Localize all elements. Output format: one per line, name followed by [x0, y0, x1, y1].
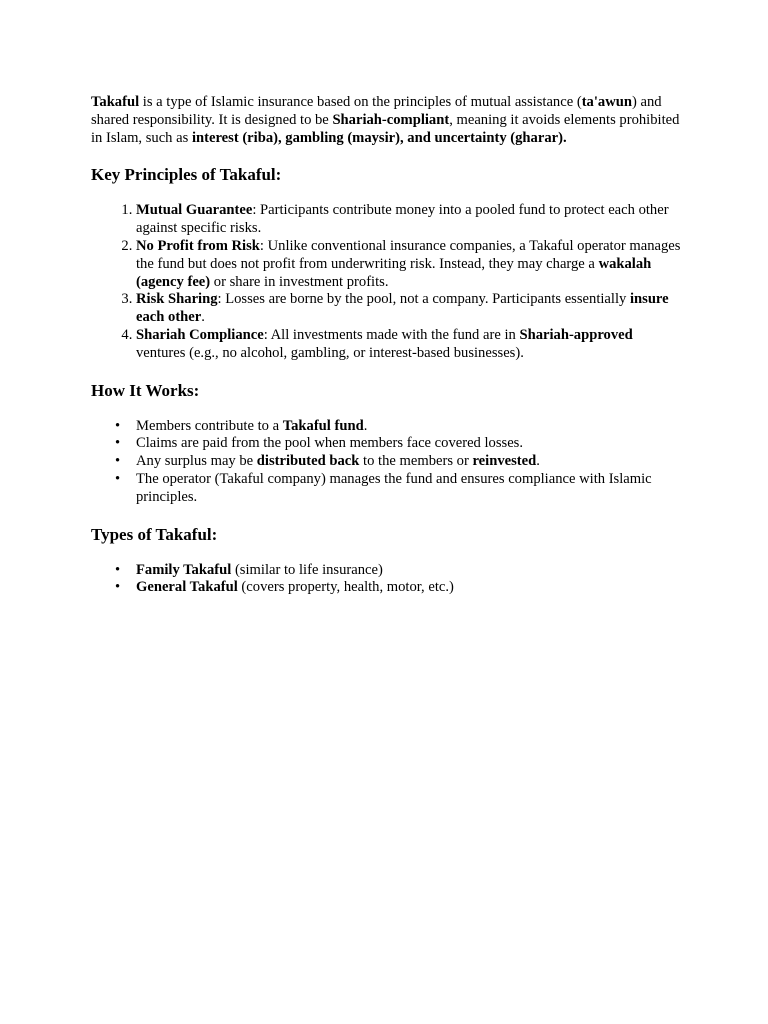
- item-text: to the members or: [359, 453, 473, 470]
- intro-text: , meaning it avoids elements prohibited in Islam, such as: [91, 111, 680, 146]
- item-text: Claims are paid from the pool when members face covered losses.: [136, 435, 524, 452]
- intro-text: ) and shared responsibility. It is designed to be: [91, 94, 662, 128]
- list-item: [115, 417, 681, 436]
- intro-text: is a type of Islamic insurance based on the principles of mutual assistance (: [139, 94, 582, 110]
- document-page: [91, 94, 681, 597]
- item-text: : Unlike conventional insurance companies, a Takaful operator manages the fund but does not profit from underwriting risk. Instead, they may charge a: [136, 237, 681, 272]
- item-term: Family Takaful: [136, 561, 232, 578]
- list-item: [136, 327, 681, 363]
- item-text: .: [536, 453, 540, 470]
- term-prohibited-elements: interest (riba), gambling (maysir), and uncertainty (gharar).: [191, 129, 567, 146]
- list-item: [136, 238, 681, 291]
- works-heading: How It Works:: [91, 380, 200, 400]
- list-item: [115, 561, 681, 580]
- item-term: Shariah Compliance: [136, 326, 264, 343]
- list-item: [115, 579, 681, 597]
- item-text: : Participants contribute money into a pooled fund to protect each other against specific risks.: [136, 202, 669, 237]
- bullet-icon: •: [115, 435, 121, 452]
- item-term: reinvested: [472, 453, 537, 470]
- principles-list: [91, 202, 681, 362]
- bullet-icon: •: [115, 470, 121, 487]
- item-term: Shariah-approved: [519, 326, 633, 343]
- item-term: General Takaful: [136, 579, 238, 596]
- works-list: [91, 418, 681, 507]
- item-text: (covers property, health, motor, etc.): [237, 579, 454, 596]
- types-list: [91, 562, 681, 598]
- item-term: Risk Sharing: [136, 291, 218, 308]
- list-item: [136, 291, 681, 327]
- item-term: Takaful fund: [282, 417, 364, 434]
- term-taawun: ta'awun: [581, 94, 632, 110]
- intro-paragraph: [91, 94, 681, 147]
- item-term: Mutual Guarantee: [136, 202, 253, 219]
- types-heading: Types of Takaful:: [91, 524, 218, 544]
- item-text: .: [201, 309, 205, 326]
- item-text: : Losses are borne by the pool, not a company. Participants essentially: [217, 291, 630, 308]
- item-text: or share in investment profits.: [210, 273, 389, 290]
- item-term: insure each other: [136, 291, 669, 326]
- item-term: wakalah (agency fee): [136, 255, 652, 290]
- item-text: .: [363, 417, 368, 434]
- list-item: [136, 202, 681, 238]
- list-item: [115, 453, 681, 471]
- bullet-icon: •: [115, 579, 121, 596]
- term-shariah-compliant: Shariah-compliant: [332, 111, 450, 128]
- item-text: ventures (e.g., no alcohol, gambling, or interest-based businesses).: [136, 344, 524, 361]
- term-takaful: Takaful: [91, 94, 140, 110]
- bullet-icon: •: [115, 561, 121, 578]
- item-text: : All investments made with the fund are in: [263, 326, 520, 343]
- bullet-icon: •: [115, 417, 121, 434]
- item-term: No Profit from Risk: [136, 237, 260, 254]
- bullet-icon: •: [115, 453, 121, 470]
- item-text: Members contribute to a: [136, 417, 283, 434]
- principles-heading: Key Principles of Takaful:: [91, 165, 282, 185]
- item-text: (similar to life insurance): [231, 561, 383, 578]
- item-term: distributed back: [256, 453, 360, 470]
- item-text: The operator (Takaful company) manages the fund and ensures compliance with Islamic principles.: [136, 470, 652, 505]
- list-item: [115, 470, 681, 507]
- list-item: [115, 435, 681, 453]
- item-text: Any surplus may be: [136, 453, 257, 470]
